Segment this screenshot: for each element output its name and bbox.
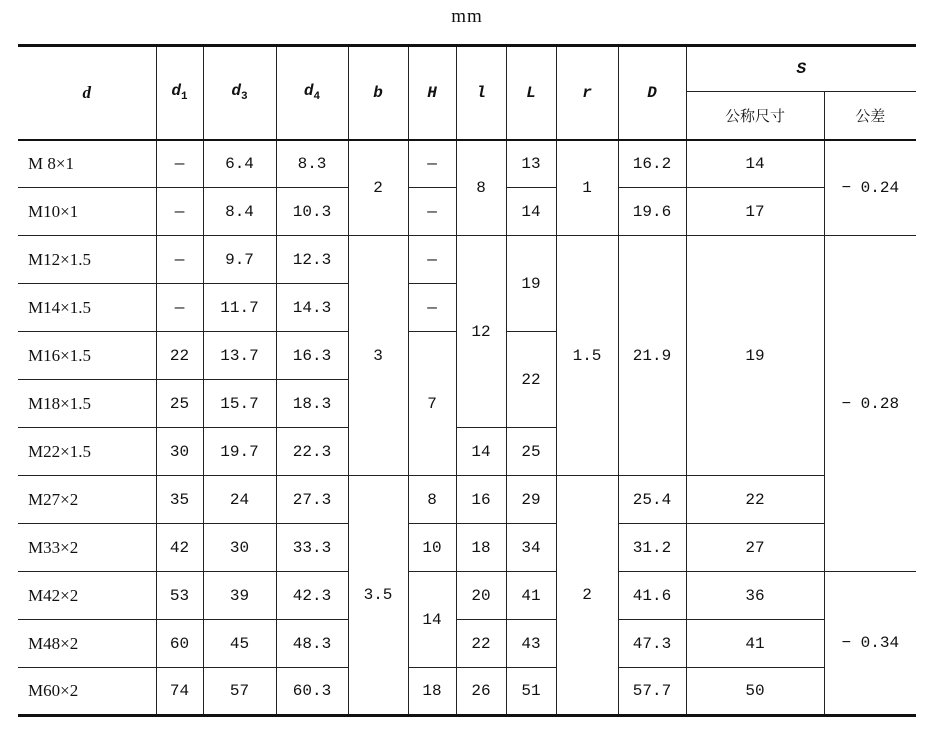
- cell-d3: 8.4: [203, 188, 276, 236]
- cell-d3: 11.7: [203, 284, 276, 332]
- unit-label: mm: [451, 6, 483, 27]
- col-header-d4: $d_4$: [276, 46, 348, 140]
- cell-r-merged: 2: [556, 476, 618, 716]
- cell-b-merged: 3: [348, 236, 408, 476]
- cell-d4: 42.3: [276, 572, 348, 620]
- cell-d: M60×2: [18, 668, 156, 716]
- cell-d: M18×1.5: [18, 380, 156, 428]
- cell-H: —: [408, 188, 456, 236]
- cell-d: M14×1.5: [18, 284, 156, 332]
- cell-d: M27×2: [18, 476, 156, 524]
- cell-S: 27: [686, 524, 824, 572]
- cell-D-merged: 21.9: [618, 236, 686, 476]
- col-header-d: d: [18, 46, 156, 140]
- cell-tolerance-merged: − 0.24: [824, 140, 916, 236]
- cell-d1: —: [156, 284, 203, 332]
- cell-d1: 74: [156, 668, 203, 716]
- cell-S: 41: [686, 620, 824, 668]
- cell-D: 19.6: [618, 188, 686, 236]
- cell-D: 41.6: [618, 572, 686, 620]
- cell-H: —: [408, 236, 456, 284]
- cell-L-merged: 22: [506, 332, 556, 428]
- cell-H-merged: 7: [408, 332, 456, 476]
- cell-d: M16×1.5: [18, 332, 156, 380]
- cell-L: 29: [506, 476, 556, 524]
- cell-d3: 19.7: [203, 428, 276, 476]
- col-header-s-tolerance: 公差: [824, 92, 916, 140]
- cell-d4: 10.3: [276, 188, 348, 236]
- cell-d: M 8×1: [18, 140, 156, 188]
- cell-L-merged: 19: [506, 236, 556, 332]
- col-header-l: l: [456, 46, 506, 140]
- cell-H: 8: [408, 476, 456, 524]
- cell-L: 43: [506, 620, 556, 668]
- cell-L: 25: [506, 428, 556, 476]
- cell-S: 14: [686, 140, 824, 188]
- cell-l: 14: [456, 428, 506, 476]
- cell-d: M12×1.5: [18, 236, 156, 284]
- cell-d1: —: [156, 236, 203, 284]
- cell-d4: 33.3: [276, 524, 348, 572]
- cell-S: 50: [686, 668, 824, 716]
- col-header-r: r: [556, 46, 618, 140]
- cell-d4: 27.3: [276, 476, 348, 524]
- cell-S: 22: [686, 476, 824, 524]
- cell-d3: 13.7: [203, 332, 276, 380]
- cell-d4: 22.3: [276, 428, 348, 476]
- cell-d1: 22: [156, 332, 203, 380]
- cell-r-merged: 1: [556, 140, 618, 236]
- cell-l: 18: [456, 524, 506, 572]
- cell-H: 10: [408, 524, 456, 572]
- cell-d4: 48.3: [276, 620, 348, 668]
- cell-d3: 15.7: [203, 380, 276, 428]
- cell-d1: —: [156, 140, 203, 188]
- cell-d4: 18.3: [276, 380, 348, 428]
- cell-L: 14: [506, 188, 556, 236]
- cell-l: 16: [456, 476, 506, 524]
- cell-H: 18: [408, 668, 456, 716]
- cell-D: 16.2: [618, 140, 686, 188]
- cell-d4: 12.3: [276, 236, 348, 284]
- cell-l: 20: [456, 572, 506, 620]
- cell-H: —: [408, 284, 456, 332]
- cell-S: 17: [686, 188, 824, 236]
- cell-D: 25.4: [618, 476, 686, 524]
- cell-d3: 39: [203, 572, 276, 620]
- cell-d: M10×1: [18, 188, 156, 236]
- cell-d4: 60.3: [276, 668, 348, 716]
- col-header-D: D: [618, 46, 686, 140]
- cell-l: 22: [456, 620, 506, 668]
- col-header-L: L: [506, 46, 556, 140]
- cell-D: 57.7: [618, 668, 686, 716]
- col-header-S: S: [686, 46, 916, 92]
- cell-tolerance-merged: − 0.34: [824, 572, 916, 716]
- cell-tolerance-merged: − 0.28: [824, 236, 916, 572]
- cell-d: M48×2: [18, 620, 156, 668]
- cell-d4: 14.3: [276, 284, 348, 332]
- cell-d1: 35: [156, 476, 203, 524]
- cell-d1: —: [156, 188, 203, 236]
- cell-d1: 53: [156, 572, 203, 620]
- cell-d3: 45: [203, 620, 276, 668]
- cell-L: 34: [506, 524, 556, 572]
- cell-l-merged: 12: [456, 236, 506, 428]
- cell-d3: 57: [203, 668, 276, 716]
- cell-l-merged: 8: [456, 140, 506, 236]
- cell-b-merged: 2: [348, 140, 408, 236]
- col-header-d3: $d_3$: [203, 46, 276, 140]
- cell-L: 41: [506, 572, 556, 620]
- cell-d3: 24: [203, 476, 276, 524]
- cell-D: 47.3: [618, 620, 686, 668]
- cell-d1: 25: [156, 380, 203, 428]
- cell-l: 26: [456, 668, 506, 716]
- cell-L: 13: [506, 140, 556, 188]
- dimension-table: [18, 44, 916, 717]
- cell-d3: 6.4: [203, 140, 276, 188]
- cell-S-merged: 19: [686, 236, 824, 476]
- cell-H-merged: 14: [408, 572, 456, 668]
- col-header-b: b: [348, 46, 408, 140]
- cell-d: M33×2: [18, 524, 156, 572]
- cell-d: M22×1.5: [18, 428, 156, 476]
- cell-S: 36: [686, 572, 824, 620]
- cell-L: 51: [506, 668, 556, 716]
- col-header-s-nominal: 公称尺寸: [686, 92, 824, 140]
- cell-b-merged: 3.5: [348, 476, 408, 716]
- cell-D: 31.2: [618, 524, 686, 572]
- col-header-d1: $d_1$: [156, 46, 203, 140]
- cell-d3: 30: [203, 524, 276, 572]
- cell-d: M42×2: [18, 572, 156, 620]
- col-header-H: H: [408, 46, 456, 140]
- cell-H: —: [408, 140, 456, 188]
- cell-d1: 42: [156, 524, 203, 572]
- cell-d3: 9.7: [203, 236, 276, 284]
- cell-r-merged: 1.5: [556, 236, 618, 476]
- cell-d1: 60: [156, 620, 203, 668]
- cell-d4: 16.3: [276, 332, 348, 380]
- cell-d1: 30: [156, 428, 203, 476]
- cell-d4: 8.3: [276, 140, 348, 188]
